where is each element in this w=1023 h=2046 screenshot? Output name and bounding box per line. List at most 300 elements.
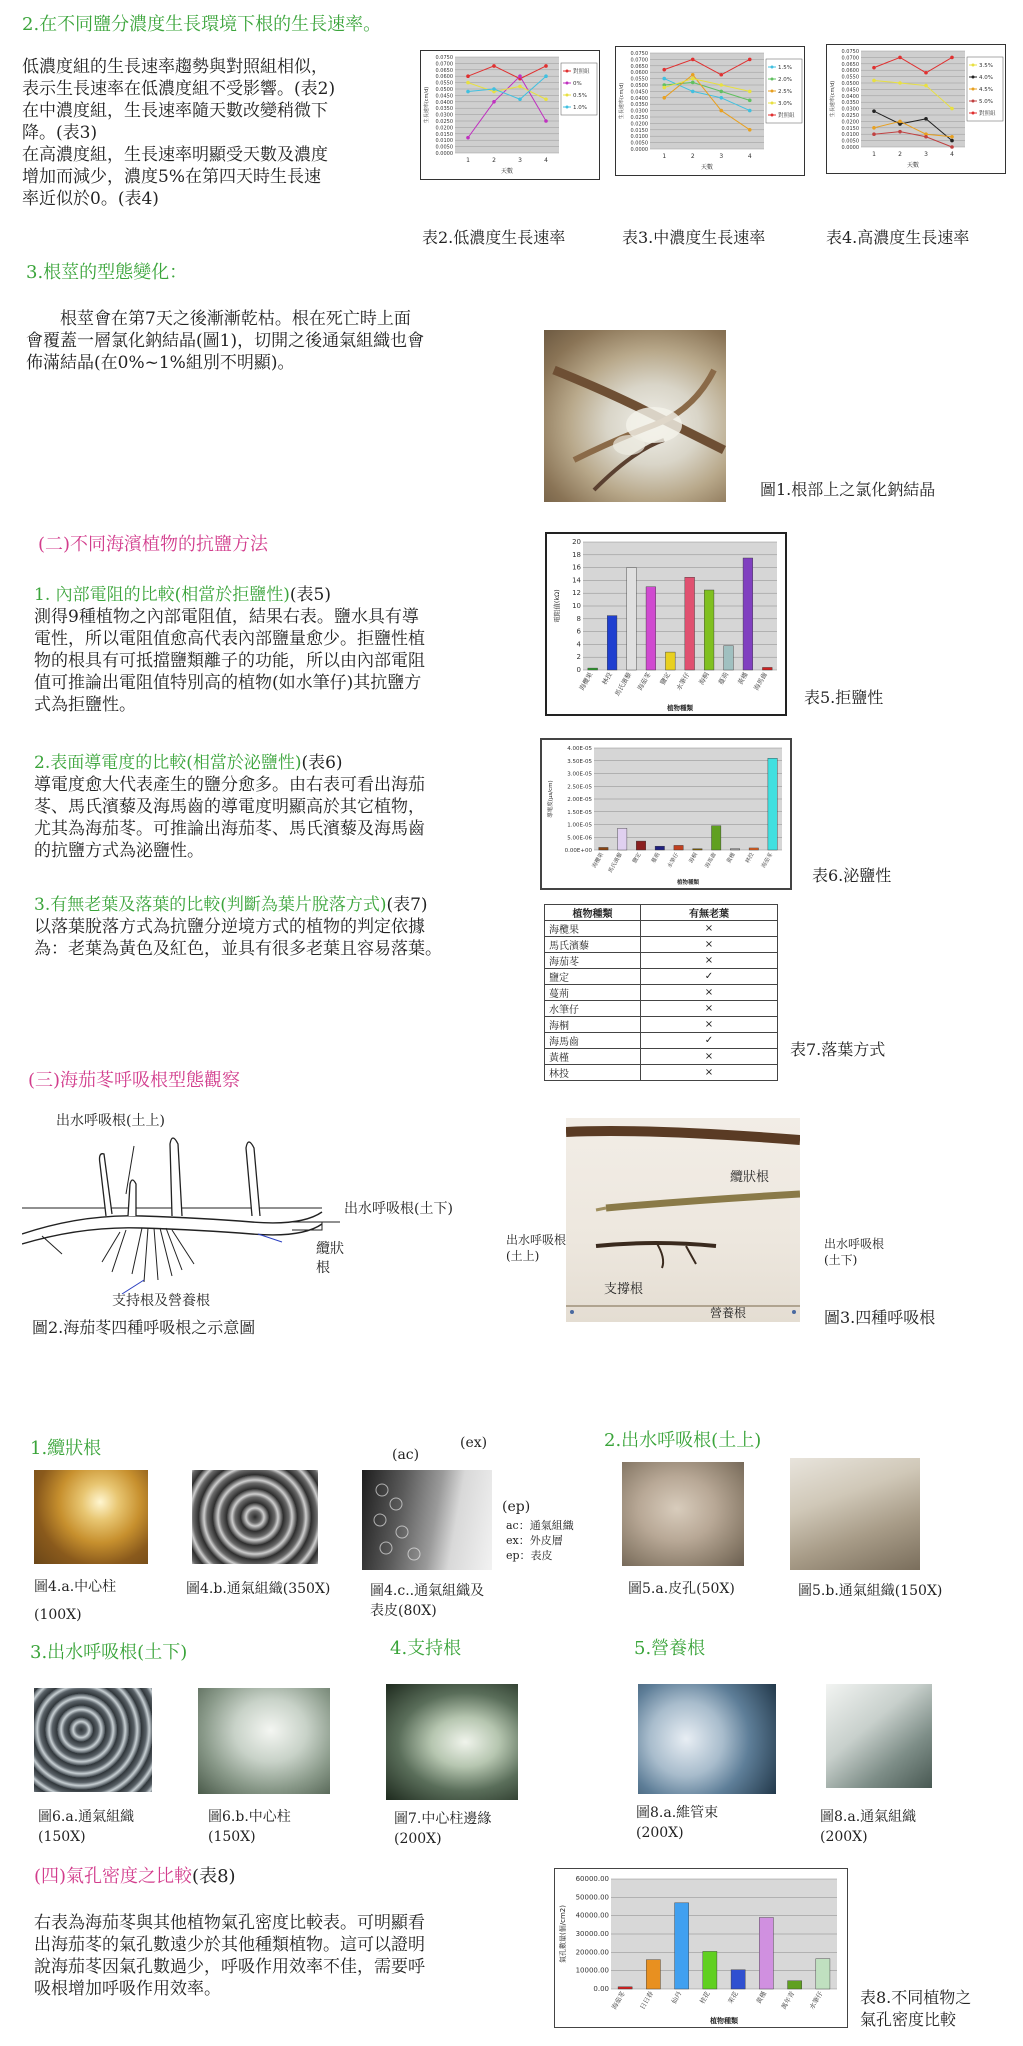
bar <box>685 577 695 670</box>
data-point <box>518 74 522 78</box>
y-tick-label: 0.0350 <box>630 102 648 109</box>
y-tick-label: 6 <box>576 627 581 636</box>
data-point <box>544 74 548 78</box>
data-point <box>719 73 723 77</box>
y-tick-label: 0.0350 <box>841 100 859 107</box>
bar <box>703 1951 717 1989</box>
photo-label-aerial-up: 出水呼吸根 (土上) <box>506 1233 567 1263</box>
x-tick-label: 4 <box>747 153 752 160</box>
legend-label: 3.0% <box>778 101 792 107</box>
y-axis-label: 生長速率(cm/d) <box>619 82 625 120</box>
x-tick-label: 海桐 <box>697 671 711 687</box>
bar-chart-resistance <box>547 534 785 714</box>
data-point <box>691 58 695 62</box>
data-point <box>466 90 470 94</box>
y-tick-label: 0.0550 <box>841 74 859 81</box>
x-tick-label: 鹽定 <box>632 852 643 865</box>
data-point <box>872 109 876 113</box>
micro-aerial-down-heading: 3.出水呼吸根(土下) <box>30 1642 188 1663</box>
table-cell-old-leaf: × <box>641 1049 778 1065</box>
y-tick-label: 0.0500 <box>435 87 453 93</box>
y-tick-label: 0.0100 <box>630 134 648 141</box>
x-tick-label: 海欖果 <box>577 671 595 692</box>
label-ac: (ac) <box>392 1447 420 1463</box>
table-cell-old-leaf: ✓ <box>641 969 778 985</box>
bar <box>759 1918 773 1990</box>
sub1-line: 測得9種植物之內部電阻值，結果右表。鹽水具有導 <box>34 607 419 627</box>
y-tick-label: 50000.00 <box>575 1893 609 1902</box>
photo-4a <box>34 1470 148 1564</box>
sub3-line: 為：老葉為黃色及紅色，並具有很多老葉且容易落葉。 <box>34 939 442 959</box>
bar <box>674 845 683 850</box>
table-cell-old-leaf: ✓ <box>641 1033 778 1049</box>
data-point <box>950 56 954 60</box>
table-cell-plant: 鹽定 <box>545 969 641 985</box>
part2-sub2 <box>34 752 504 862</box>
caption-7: 圖7.中心柱邊緣 <box>394 1811 492 1827</box>
caption-table4: 表4.高濃度生長速率 <box>826 228 970 247</box>
table-cell-plant: 林投 <box>545 1065 641 1081</box>
y-tick-label: 10000.00 <box>575 1966 609 1975</box>
x-axis-label: 植物種類 <box>676 880 700 886</box>
y-tick-label: 0.0150 <box>630 127 648 134</box>
sec2-heading: 2.在不同鹽分濃度生長環境下根的生長速率。 <box>22 14 382 35</box>
y-tick-label: 0.0000 <box>630 147 648 153</box>
x-tick-label: 海欖果 <box>591 852 606 870</box>
photo-four-roots <box>566 1118 800 1322</box>
caption-8a-1-mag: (200X) <box>636 1825 684 1841</box>
caption-4c-2: 表皮(80X) <box>370 1603 437 1619</box>
line-chart-mid <box>616 47 804 175</box>
data-point <box>748 109 752 113</box>
legend-marker <box>771 66 774 69</box>
part4-heading-line <box>34 1866 236 1888</box>
table-row <box>545 953 778 969</box>
caption-5a: 圖5.a.皮孔(50X) <box>628 1581 735 1597</box>
y-tick-label: 0.0450 <box>630 89 648 96</box>
x-tick-label: 1 <box>662 153 667 160</box>
data-point <box>872 126 876 130</box>
x-tick-label: 1 <box>466 157 470 164</box>
sec3-line: 會覆蓋一層氯化鈉結晶(圖1)，切開之後通氣組織也會 <box>26 331 425 351</box>
bar <box>768 758 777 850</box>
x-tick-label: 3 <box>518 157 522 164</box>
y-tick-label: 0.0700 <box>630 57 648 64</box>
label-support: 支持根及營養根 <box>112 1293 210 1309</box>
table-cell-old-leaf: × <box>641 953 778 969</box>
bar-chart-stomata <box>555 1869 847 2027</box>
legend-marker <box>771 114 774 117</box>
x-tick-label: 馬氏濱藜 <box>613 671 634 698</box>
legend-label: 2.5% <box>778 89 792 95</box>
y-tick-label: 20 <box>572 538 581 546</box>
bar <box>655 846 664 850</box>
sec2-line: 在中濃度組，生長速率隨天數改變稍微下 <box>22 101 328 121</box>
data-point <box>719 83 723 87</box>
x-tick-label: 海馬齒 <box>752 671 770 692</box>
bar <box>731 1970 745 1989</box>
y-axis-label: 生長速率(cm/d) <box>424 86 430 124</box>
y-tick-label: 10 <box>572 602 581 610</box>
table-row <box>545 969 778 985</box>
data-point <box>466 81 470 85</box>
line-chart-low <box>421 51 599 179</box>
y-axis-label: 電阻值(kΩ) <box>553 589 561 623</box>
x-tick-label: 黃槿 <box>736 671 750 687</box>
part4-body <box>34 1912 504 2000</box>
y-tick-label: 3.00E-05 <box>567 771 592 778</box>
caption-table3: 表3.中濃度生長速率 <box>622 228 766 247</box>
sec2-line: 低濃度組的生長速率趨勢與對照組相似， <box>22 57 328 77</box>
table-cell-plant: 馬氏濱藜 <box>545 937 641 953</box>
y-tick-label: 0.0250 <box>435 119 453 125</box>
data-point <box>924 71 928 75</box>
table-cell-old-leaf: × <box>641 1065 778 1081</box>
x-tick-label: 馬氏濱藜 <box>607 852 624 875</box>
sec3-line: 佈滿結晶(在0%~1%組別不明顯)。 <box>26 353 295 373</box>
table-cell-plant: 蔓荊 <box>545 985 641 1001</box>
table-cell-plant: 海桐 <box>545 1017 641 1033</box>
diagram-roots <box>22 1104 453 1309</box>
y-tick-label: 4 <box>576 640 581 649</box>
bar <box>618 1987 632 1989</box>
y-tick-label: 0.0050 <box>841 138 859 145</box>
y-tick-label: 2.50E-05 <box>567 784 592 791</box>
part4-line: 吸根增加呼吸作用效率。 <box>34 1979 221 1999</box>
bar <box>712 826 721 850</box>
caption-fig2: 圖2.海茄苳四種呼吸根之示意圖 <box>32 1318 256 1337</box>
sub2-line: 苳、馬氏濱藜及海馬齒的導電度明顯高於其它植物， <box>34 797 425 817</box>
y-tick-label: 12 <box>572 589 581 598</box>
root-sketch <box>544 330 726 502</box>
bar <box>743 558 753 670</box>
legend-item: ac：通氣組織 <box>506 1519 574 1532</box>
x-tick-label: 3 <box>924 151 928 158</box>
sub3-line: 以落葉脫落方式為抗鹽分逆境方式的植物的判定依據 <box>34 917 425 937</box>
x-tick-label: 1 <box>872 151 876 158</box>
y-tick-label: 0.0100 <box>435 138 453 145</box>
photo-4c <box>362 1470 492 1570</box>
data-point <box>691 90 695 94</box>
x-tick-label: 海桐 <box>688 852 700 865</box>
data-point <box>466 136 470 140</box>
data-point <box>662 96 666 100</box>
data-point <box>872 132 876 136</box>
sub2-heading: 2.表面導電度的比較(相當於泌鹽性) <box>34 753 302 773</box>
legend-label: 3.5% <box>979 63 993 69</box>
sub3-heading-line <box>34 894 534 916</box>
legend-label: 0% <box>573 81 582 87</box>
bar <box>646 587 656 670</box>
y-tick-label: 0.0400 <box>630 95 648 102</box>
legend-label: 4.5% <box>979 87 993 93</box>
sub2-line: 的抗鹽方式為泌鹽性。 <box>34 841 204 861</box>
sec2-line: 表示生長速率在低濃度組不受影響。(表2) <box>22 79 336 99</box>
caption-table7: 表7.落葉方式 <box>790 1040 886 1059</box>
caption-4c: 圖4.c..通氣組織及 <box>370 1583 485 1599</box>
sec2-line: 降。(表3) <box>22 123 98 143</box>
x-axis-label: 天數 <box>700 164 714 171</box>
legend-label: 5.0% <box>979 99 993 105</box>
sub1-line: 值可推論出電阻值特別高的植物(如水筆仔)其抗鹽方 <box>34 673 422 693</box>
sec3-line: 根莖會在第7天之後漸漸乾枯。根在死亡時上面 <box>60 309 411 329</box>
bar <box>675 1903 689 1989</box>
bar <box>646 1960 660 1989</box>
part2-sub1 <box>34 584 504 716</box>
bar <box>816 1959 830 1989</box>
data-point <box>898 130 902 134</box>
label-ep: (ep) <box>502 1499 531 1515</box>
data-point <box>492 64 496 68</box>
photo-5b <box>790 1458 920 1570</box>
legend-item: ex：外皮層 <box>506 1534 563 1547</box>
x-tick-label: 海茄苳 <box>610 1990 627 2011</box>
x-tick-label: 仙丹 <box>669 1990 684 2006</box>
photo-label-aerial-down: 出水呼吸根 (土下) <box>824 1237 885 1267</box>
sub1-heading: 1. 內部電阻的比較(相當於拒鹽性) <box>34 585 290 605</box>
chart-table5 <box>545 532 787 716</box>
legend-marker <box>566 82 569 85</box>
caption-4a: 圖4.a.中心柱 <box>34 1579 117 1595</box>
legend-marker <box>972 64 975 67</box>
x-tick-label: 海茄苳 <box>760 852 775 870</box>
bar <box>588 668 598 670</box>
photo-label-nutrient: 營養根 <box>710 1306 747 1320</box>
data-point <box>662 86 666 90</box>
table-cell-plant: 水筆仔 <box>545 1001 641 1017</box>
data-point <box>898 120 902 124</box>
bar <box>693 849 702 850</box>
table-cell-old-leaf: × <box>641 985 778 1001</box>
x-tick-label: 2 <box>898 151 902 158</box>
plot-area <box>455 57 559 153</box>
table-cell-old-leaf: × <box>641 1001 778 1017</box>
y-tick-label: 0.0200 <box>435 125 453 132</box>
legend-label: 0.5% <box>573 93 587 99</box>
micro-cable-heading: 1.纜狀根 <box>30 1438 102 1459</box>
x-tick-label: 桂花 <box>698 1990 712 2006</box>
part2-sub3 <box>34 894 534 960</box>
x-axis-label: 天數 <box>906 162 920 169</box>
bar <box>749 848 758 850</box>
y-tick-label: 0.0400 <box>841 93 859 100</box>
caption-8a-1: 圖8.a.維管束 <box>636 1805 719 1821</box>
bar <box>607 616 617 670</box>
data-point <box>898 56 902 60</box>
line-chart-high <box>827 45 1005 173</box>
data-point <box>950 135 954 139</box>
data-point <box>662 77 666 81</box>
legend-marker <box>771 78 774 81</box>
y-tick-label: 0.0150 <box>841 125 859 132</box>
legend-label: 對照組 <box>979 111 996 117</box>
table-row <box>545 1001 778 1017</box>
x-tick-label: 3 <box>719 153 724 160</box>
table-header: 有無老葉 <box>641 905 778 921</box>
y-tick-label: 0.0500 <box>841 81 859 87</box>
legend-label: 1.0% <box>573 105 587 111</box>
sub2-heading-line <box>34 752 504 774</box>
chart-table2 <box>420 50 600 180</box>
sub1-line: 物的根具有可抵擋鹽類離子的功能，所以由內部電阻 <box>34 651 425 671</box>
x-tick-label: 林投 <box>744 852 756 865</box>
table-row <box>545 985 778 1001</box>
y-tick-label: 0.0500 <box>630 83 648 89</box>
chart-table4 <box>826 44 1006 174</box>
caption-8a-2-mag: (200X) <box>820 1829 868 1845</box>
y-axis-label: 氣孔數量(個/cm2) <box>559 1905 567 1963</box>
leaf-table <box>544 904 778 1081</box>
y-tick-label: 0.0600 <box>841 68 859 75</box>
table-cell-plant: 海茄苳 <box>545 953 641 969</box>
y-tick-label: 0.0550 <box>630 76 648 83</box>
y-tick-label: 0.0700 <box>841 55 859 62</box>
caption-6b: 圖6.b.中心柱 <box>208 1809 291 1825</box>
x-axis-label: 植物種類 <box>710 2017 738 2025</box>
y-tick-label: 18 <box>572 550 581 559</box>
data-point <box>662 68 666 72</box>
data-point <box>691 73 695 77</box>
y-tick-label: 1.50E-05 <box>567 809 592 816</box>
data-point <box>748 90 752 94</box>
caption-table5: 表5.拒鹽性 <box>804 688 884 707</box>
data-point <box>719 96 723 100</box>
roots-photo-sketch <box>566 1118 800 1322</box>
y-tick-label: 0.0100 <box>841 132 859 139</box>
sec2-body <box>22 56 402 210</box>
y-tick-label: 8 <box>576 614 581 623</box>
x-tick-label: 鹽定 <box>658 671 673 687</box>
legend-marker <box>566 70 569 73</box>
legend-marker <box>972 112 975 115</box>
caption-4a-mag: (100X) <box>34 1607 82 1623</box>
y-tick-label: 0.0350 <box>435 106 453 113</box>
chart-table3 <box>615 46 805 176</box>
caption-6a-mag: (150X) <box>38 1829 86 1845</box>
y-tick-label: 0.0450 <box>841 87 859 94</box>
y-tick-label: 40000.00 <box>575 1911 609 1920</box>
sub1-line: 電性，所以電阻值愈高代表內部鹽量愈少。拒鹽性植 <box>34 629 425 649</box>
caption-6a: 圖6.a.通氣組織 <box>38 1809 135 1825</box>
x-tick-label: 蔓荊 <box>650 852 662 865</box>
caption-5b: 圖5.b.通氣組織(150X) <box>798 1583 943 1599</box>
data-point <box>748 99 752 103</box>
y-tick-label: 2.00E-05 <box>567 797 592 803</box>
y-tick-label: 0.0650 <box>630 63 648 70</box>
sub2-line: 導電度愈大代表產生的鹽分愈多。由右表可看出海茄 <box>34 775 425 795</box>
data-point <box>719 90 723 94</box>
x-tick-label: 水筆仔 <box>807 1990 825 2011</box>
table-cell-old-leaf: × <box>641 1017 778 1033</box>
photo-6a <box>34 1688 152 1792</box>
data-point <box>719 109 723 113</box>
y-tick-label: 0.0050 <box>630 140 648 147</box>
x-tick-label: 4 <box>950 151 954 158</box>
sub2-ref: (表6) <box>301 753 343 773</box>
table-row <box>545 1017 778 1033</box>
table-cell-old-leaf: × <box>641 937 778 953</box>
micro-support-heading: 4.支持根 <box>390 1638 462 1659</box>
legend-label: 4.0% <box>979 75 993 81</box>
y-tick-label: 3.50E-05 <box>567 758 592 765</box>
legend-marker <box>566 94 569 97</box>
x-tick-label: 蔓荊 <box>716 671 731 687</box>
table-cell-plant: 海馬齒 <box>545 1033 641 1049</box>
caption-fig3: 圖3.四種呼吸根 <box>824 1308 936 1327</box>
bar <box>665 652 675 670</box>
chart-table8 <box>554 1868 848 2028</box>
caption-fig1: 圖1.根部上之氯化鈉結晶 <box>760 480 936 499</box>
photo-8a-2 <box>826 1684 932 1788</box>
x-tick-label: 茉花 <box>726 1990 740 2006</box>
y-axis-label: 生長速率(cm/d) <box>830 80 836 118</box>
data-point <box>872 66 876 70</box>
table-header: 植物種類 <box>545 905 641 921</box>
part4-line: 右表為海茄苳與其他植物氣孔密度比較表。可明顯看 <box>34 1913 425 1933</box>
label-ex: (ex) <box>460 1435 488 1451</box>
photo-8a-1 <box>638 1684 776 1794</box>
x-tick-label: 海茄苳 <box>635 671 653 692</box>
table-row <box>545 1065 778 1081</box>
x-tick-label: 黃槿 <box>754 1990 769 2006</box>
sub2-line: 尤其為海茄苳。可推論出海茄苳、馬氏濱藜及海馬齒 <box>34 819 425 839</box>
sub3-ref: (表7) <box>386 895 428 915</box>
y-tick-label: 0.0200 <box>841 119 859 126</box>
y-tick-label: 4.00E-05 <box>567 746 592 752</box>
data-point <box>748 58 752 62</box>
caption-table2: 表2.低濃度生長速率 <box>422 228 566 247</box>
legend-marker <box>771 102 774 105</box>
x-tick-label: 4 <box>544 157 548 164</box>
data-point <box>466 74 470 78</box>
bar <box>704 590 714 670</box>
caption-8a-2: 圖8.a.通氣組織 <box>820 1809 917 1825</box>
y-tick-label: 0.0000 <box>435 151 453 157</box>
table-cell-plant: 黃槿 <box>545 1049 641 1065</box>
legend-label: 對照組 <box>778 113 795 119</box>
data-point <box>950 145 954 149</box>
y-tick-label: 0.0250 <box>630 115 648 121</box>
x-tick-label: 萬年青 <box>779 1990 797 2011</box>
caption-4b: 圖4.b.通氣組織(350X) <box>186 1581 331 1597</box>
part3-heading: (三)海茄苳呼吸根型態觀察 <box>28 1070 241 1091</box>
legend-label: 2.0% <box>778 77 792 83</box>
data-point <box>492 87 496 91</box>
legend-marker <box>972 88 975 91</box>
table-cell-old-leaf: × <box>641 921 778 937</box>
legend-marker <box>566 106 569 109</box>
data-point <box>544 97 548 101</box>
legend-label: 1.5% <box>778 65 792 71</box>
data-point <box>748 128 752 132</box>
x-tick-label: 林投 <box>600 671 614 687</box>
table-cell-plant: 海欖果 <box>545 921 641 937</box>
x-tick-label: 海馬齒 <box>704 852 718 870</box>
data-point <box>950 139 954 143</box>
caption-table8-1: 表8.不同植物之 <box>860 1988 972 2007</box>
y-tick-label: 0.0300 <box>630 108 648 115</box>
table-row <box>545 937 778 953</box>
x-tick-label: 2 <box>492 157 496 164</box>
y-tick-label: 0.0650 <box>435 67 453 74</box>
label-cable: 纜狀根 <box>316 1241 344 1276</box>
chart-table6 <box>540 738 792 890</box>
data-point <box>544 64 548 68</box>
legend-tissue <box>506 1518 574 1563</box>
x-tick-label: 水筆仔 <box>666 852 681 870</box>
micro-nutrient-heading: 5.營養根 <box>634 1638 706 1659</box>
sub1-ref: (表5) <box>289 585 331 605</box>
